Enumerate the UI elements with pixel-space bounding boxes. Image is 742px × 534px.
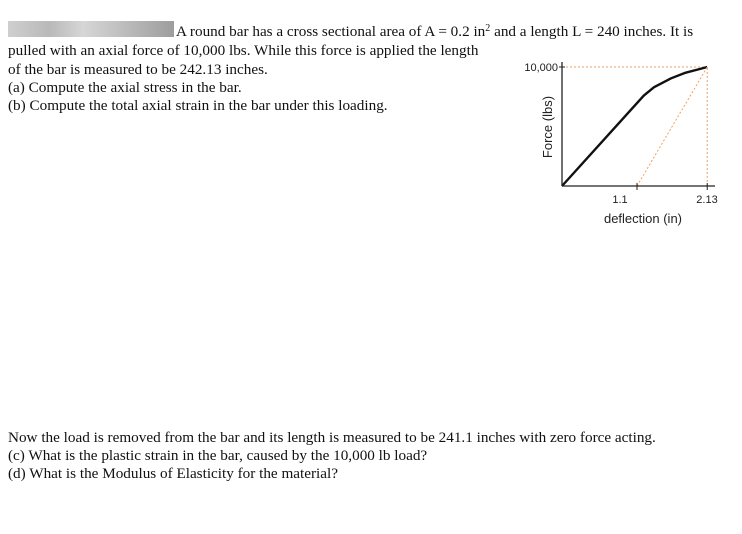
x-axis-label: deflection (in) xyxy=(603,211,683,226)
unloading-line xyxy=(637,67,707,186)
y-tick-label: 10,000 xyxy=(524,62,558,74)
problem-line-3: of the bar is measured to be 242.13 inches. xyxy=(8,61,268,78)
y-axis-label: Force (lbs) xyxy=(540,95,555,159)
question-d: (d) What is the Modulus of Elasticity for the material? xyxy=(8,465,338,482)
question-b: (b) Compute the total axial strain in the bar under this loading. xyxy=(8,97,388,114)
loading-curve xyxy=(562,67,707,186)
problem-line-2: pulled with an axial force of 10,000 lbs. While this force is applied the length xyxy=(8,42,479,59)
x-tick-label: 1.1 xyxy=(612,194,628,206)
x-tick-label: 2.13 xyxy=(696,194,718,206)
question-c: (c) What is the plastic strain in the bar, caused by the 10,000 lb load? xyxy=(8,447,428,464)
problem-line-1: A round bar has a cross sectional area of A = 0.2 $in^2$ and a length L = 240 inches. It is xyxy=(176,23,694,40)
question-a: (a) Compute the axial stress in the bar. xyxy=(8,79,242,96)
followup-statement: Now the load is removed from the bar and its length is measured to be 241.1 inches with zero force acting. xyxy=(8,429,656,446)
